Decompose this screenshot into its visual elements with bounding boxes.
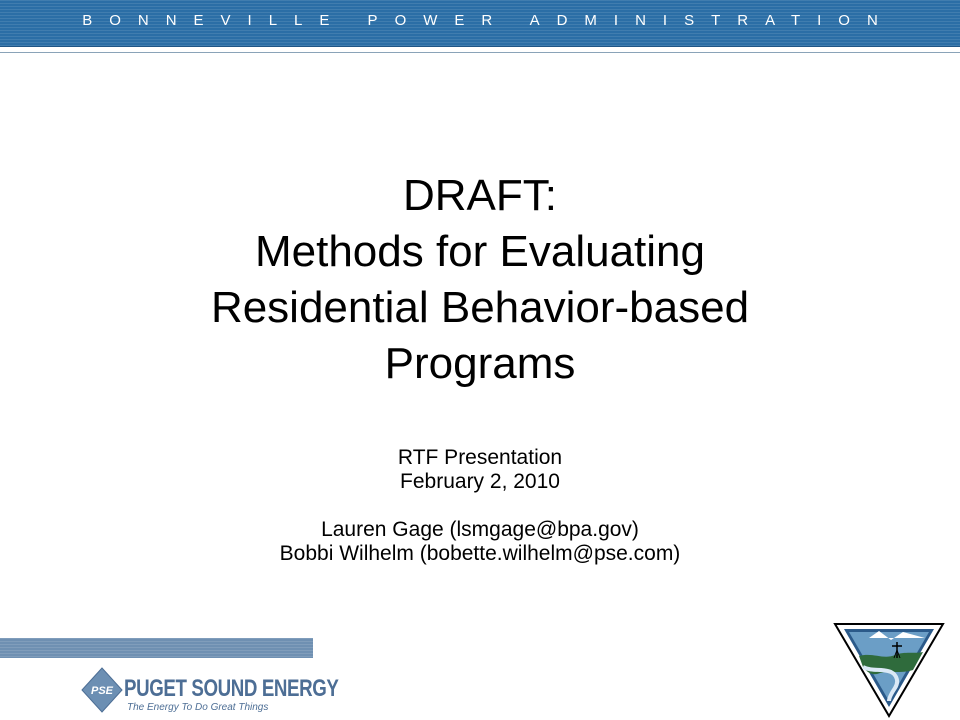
banner-divider: [0, 52, 960, 53]
author-lauren-gage: Lauren Gage (lsmgage@bpa.gov): [321, 518, 639, 541]
author-bobbi-wilhelm: Bobbi Wilhelm (bobette.wilhelm@pse.com): [279, 542, 681, 565]
pse-mark-text: PSE: [90, 685, 114, 697]
pse-company-name: PUGET SOUND ENERGY: [124, 675, 339, 702]
presentation-date: February 2, 2010: [400, 470, 560, 493]
title-line-residential: Residential Behavior-based: [210, 283, 750, 332]
subtitle-spacer: [100, 494, 860, 518]
title-line-draft: DRAFT:: [403, 171, 557, 220]
presentation-name: RTF Presentation: [397, 446, 563, 469]
footer-band: [0, 638, 313, 658]
bpa-triangle-logo-icon: [833, 622, 945, 718]
pse-tagline: The Energy To Do Great Things: [127, 702, 269, 713]
title-line-methods: Methods for Evaluating: [254, 227, 706, 276]
slide-title: [60, 168, 900, 392]
organization-name: BONNEVILLE POWER ADMINISTRATION: [82, 12, 895, 29]
slide-subtitle: [100, 446, 860, 566]
top-banner: [0, 0, 960, 47]
title-line-programs: Programs: [384, 339, 576, 388]
